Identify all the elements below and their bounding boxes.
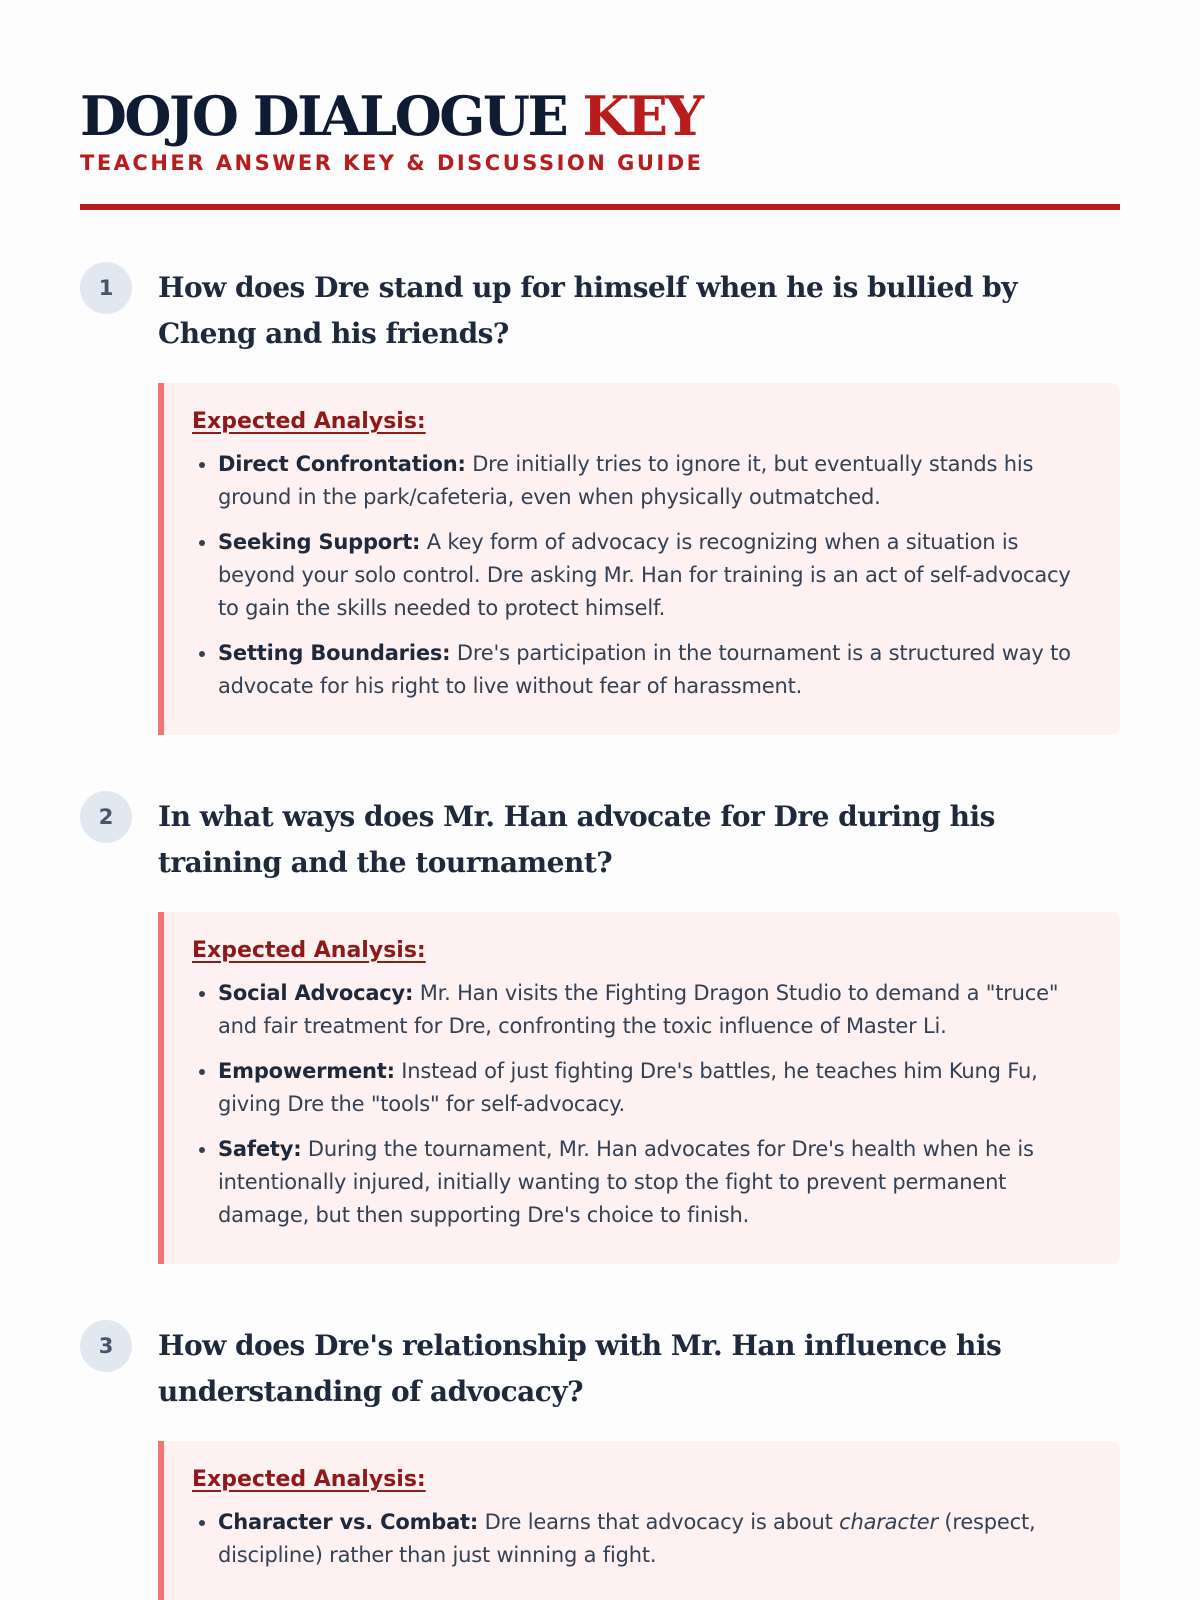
question-2: [80, 791, 1120, 1264]
analysis-term: Setting Boundaries:: [218, 641, 451, 665]
analysis-point: [218, 1133, 1092, 1232]
question-header: [80, 791, 1120, 886]
analysis-list: [192, 977, 1092, 1232]
analysis-emphasis: character: [839, 1510, 938, 1534]
analysis-list: [192, 1506, 1092, 1572]
title-main: DOJO DIALOGUE: [80, 84, 567, 148]
analysis-term: Social Advocacy:: [218, 981, 414, 1005]
analysis-point: [218, 448, 1092, 514]
expected-analysis-label: Expected Analysis:: [192, 409, 426, 434]
analysis-point: [218, 637, 1092, 703]
page-subtitle: TEACHER ANSWER KEY & DISCUSSION GUIDE: [80, 151, 704, 175]
analysis-term: Empowerment:: [218, 1059, 395, 1083]
analysis-term: Seeking Support:: [218, 530, 421, 554]
question-text: How does Dre's relationship with Mr. Han influence his understanding of advocacy?: [158, 1329, 1002, 1408]
analysis-point: [218, 1055, 1092, 1121]
analysis-text: Dre initially tries to ignore it, but eventually stands his ground in the park/cafeteria, even when physically outmatched.: [218, 452, 1034, 509]
expected-analysis-box: [158, 912, 1120, 1264]
analysis-text: Instead of just fighting Dre's battles, he teaches him Kung Fu, giving Dre the "tools" for self-advocacy.: [218, 1059, 1038, 1116]
question-header: [80, 1320, 1120, 1415]
analysis-text: Mr. Han visits the Fighting Dragon Studio to demand a "truce" and fair treatment for Dre, confronting the toxic influence of Master Li.: [218, 981, 1059, 1038]
question-number-badge: 3: [80, 1320, 132, 1372]
question-number-badge: 2: [80, 791, 132, 843]
title-accent: KEY: [582, 84, 702, 148]
question-text: How does Dre stand up for himself when he is bullied by Cheng and his friends?: [158, 271, 1017, 350]
analysis-list: [192, 448, 1092, 703]
page-header: [80, 84, 1120, 210]
analysis-term: Safety:: [218, 1137, 302, 1161]
page-title: [80, 84, 1120, 148]
analysis-text: Dre's participation in the tournament is a structured way to advocate for his right to live without fear of harassment.: [218, 641, 1071, 698]
question-number-badge: 1: [80, 262, 132, 314]
expected-analysis-box: [158, 383, 1120, 735]
expected-analysis-label: Expected Analysis:: [192, 938, 426, 963]
analysis-text: During the tournament, Mr. Han advocates for Dre's health when he is intentionally injured, initially wanting to stop the fight to prevent permanent damage, but then supporting Dre's choice to finish.: [218, 1137, 1034, 1227]
analysis-point: [218, 977, 1092, 1043]
question-header: [80, 262, 1120, 357]
analysis-text: (respect, discipline) rather than just winning a fight.: [218, 1510, 1036, 1567]
analysis-term: Character vs. Combat:: [218, 1510, 479, 1534]
analysis-point: [218, 526, 1092, 625]
expected-analysis-box: [158, 1441, 1120, 1600]
analysis-term: Direct Confrontation:: [218, 452, 466, 476]
expected-analysis-label: Expected Analysis:: [192, 1467, 426, 1492]
question-text: In what ways does Mr. Han advocate for Dre during his training and the tournament?: [158, 800, 995, 879]
question-3: [80, 1320, 1120, 1600]
analysis-text: A key form of advocacy is recognizing when a situation is beyond your solo control. Dre asking Mr. Han for training is an act of self-advocacy to gain the skills needed to protect himself.: [218, 530, 1071, 620]
analysis-text: Dre learns that advocacy is about: [478, 1510, 840, 1534]
analysis-point: [218, 1506, 1092, 1572]
question-1: [80, 262, 1120, 735]
